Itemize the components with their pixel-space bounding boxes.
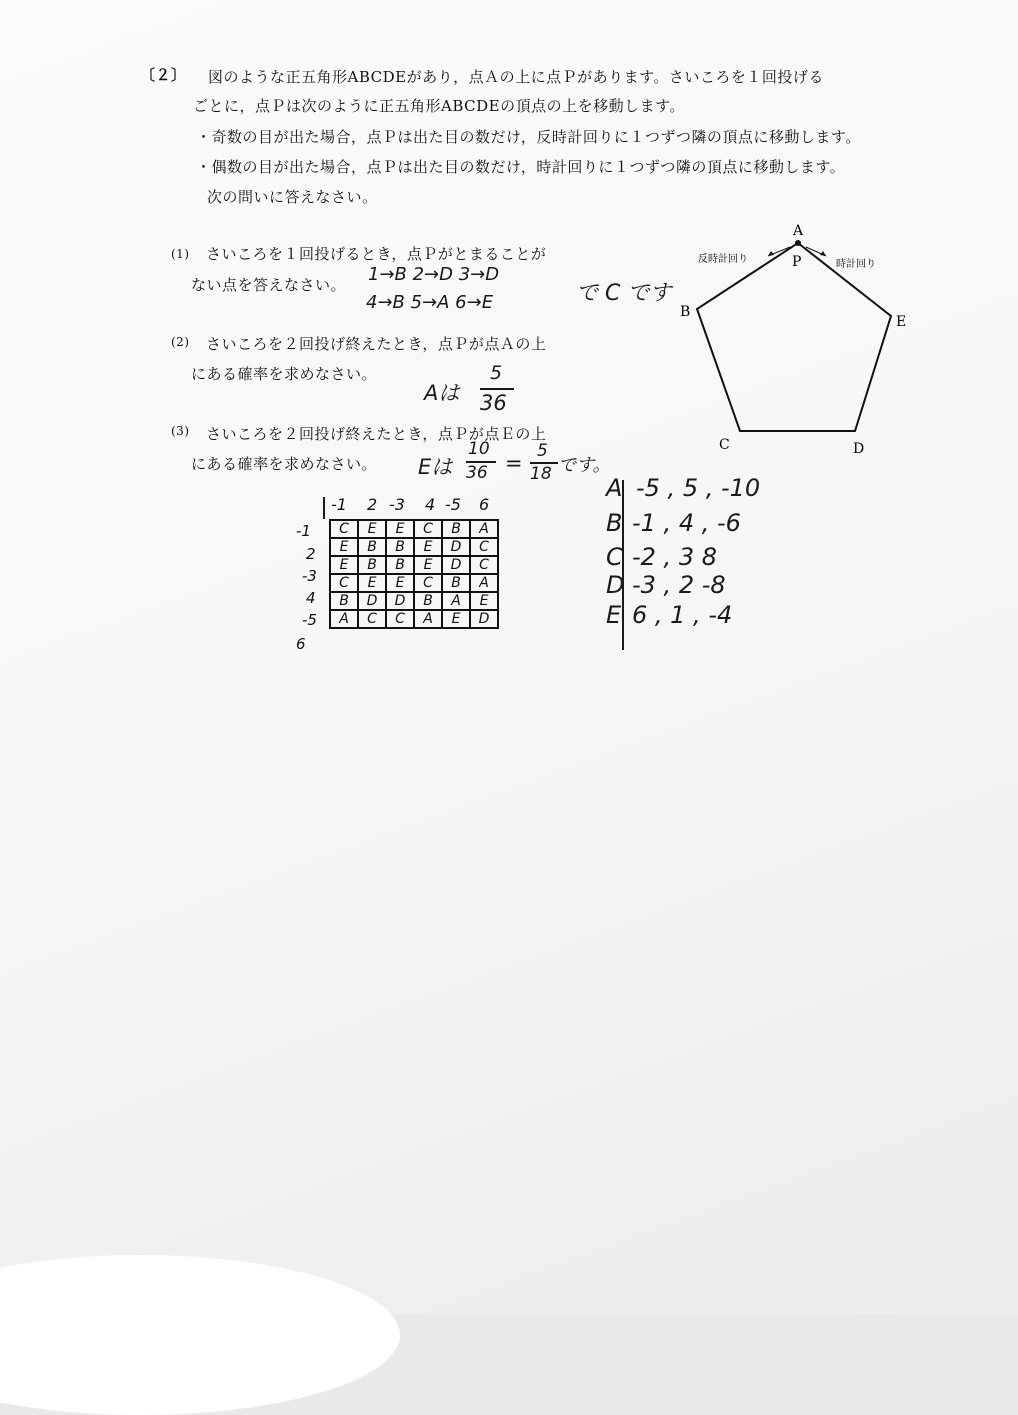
table-cell: B bbox=[442, 574, 470, 592]
hw-q3-suffix: です。 bbox=[558, 455, 611, 476]
table-cell: E bbox=[414, 556, 442, 574]
question-1-line2: ない点を答えなさい。 bbox=[191, 276, 347, 294]
hw-q2-prefix: Aは bbox=[424, 381, 460, 405]
table-cell: C bbox=[330, 574, 358, 592]
table-cell: D bbox=[442, 556, 470, 574]
question-1-number: (1) bbox=[171, 247, 190, 261]
hw-side-c-label: C bbox=[606, 543, 623, 571]
hw-table-col-header: 2 bbox=[367, 495, 378, 514]
table-cell: B bbox=[414, 592, 442, 610]
hw-q1-answer: で C です bbox=[576, 281, 672, 306]
hw-q2-denominator: 36 bbox=[480, 391, 507, 415]
table-cell: C bbox=[470, 556, 498, 574]
table-row bbox=[330, 538, 498, 556]
hw-q2-numerator: 5 bbox=[490, 362, 503, 384]
hw-side-d-values: -3 , 2 -8 bbox=[632, 571, 726, 599]
table-row bbox=[330, 574, 498, 592]
problem-intro-line1: 図のような正五角形ABCDEがあり，点Ａの上に点Ｐがあります。さいころを１回投げる bbox=[208, 68, 824, 86]
table-cell: E bbox=[470, 592, 498, 610]
pentagon-figure bbox=[660, 215, 920, 465]
hw-table-row-header: -5 bbox=[302, 611, 317, 629]
hw-table-col-header: -1 bbox=[331, 495, 347, 514]
cw-label: 時計回り bbox=[836, 259, 876, 270]
table-cell: A bbox=[442, 592, 470, 610]
question-3-number: (3) bbox=[171, 424, 190, 438]
hw-q3-denominator2: 18 bbox=[530, 464, 552, 484]
table-cell: C bbox=[414, 574, 442, 592]
question-3-line2: にある確率を求めなさい。 bbox=[191, 455, 378, 473]
hw-side-c-values: -2 , 3 8 bbox=[632, 543, 717, 571]
vertex-c-label: C bbox=[719, 437, 730, 453]
hw-side-a-label: A bbox=[606, 474, 623, 502]
question-2-line2: にある確率を求めなさい。 bbox=[191, 365, 378, 383]
point-p-marker bbox=[795, 240, 801, 246]
table-cell: D bbox=[386, 592, 414, 610]
question-1-line1: さいころを１回投げるとき，点Ｐがとまることが bbox=[206, 245, 547, 263]
table-cell: D bbox=[358, 592, 386, 610]
hw-table-row-header: 6 bbox=[296, 635, 306, 653]
hw-side-a-values: -5 , 5 , -10 bbox=[636, 474, 761, 502]
hw-q3-equals: = bbox=[505, 451, 523, 475]
hw-table-col-header: -5 bbox=[445, 495, 461, 514]
table-row bbox=[330, 520, 498, 538]
vertex-d-label: D bbox=[853, 441, 865, 457]
hw-q2-fraction-bar bbox=[480, 388, 514, 390]
table-cell: D bbox=[470, 610, 498, 628]
question-2-line1: さいころを２回投げ終えたとき，点Ｐが点Ａの上 bbox=[206, 335, 547, 353]
table-row bbox=[330, 556, 498, 574]
table-cell: C bbox=[358, 610, 386, 628]
hw-side-b-label: B bbox=[606, 509, 623, 537]
table-row bbox=[330, 592, 498, 610]
problem-rule-even: ・偶数の目が出た場合，点Ｐは出た目の数だけ，時計回りに１つずつ隣の頂点に移動します。 bbox=[196, 158, 846, 176]
problem-intro-line2: ごとに，点Ｐは次のように正五角形ABCDEの頂点の上を移動します。 bbox=[193, 97, 685, 115]
table-cell: E bbox=[330, 538, 358, 556]
hw-results-table bbox=[329, 519, 499, 629]
hw-q3-numerator: 10 bbox=[468, 439, 490, 459]
table-cell: E bbox=[358, 574, 386, 592]
hw-table-col-header: 4 bbox=[425, 495, 436, 514]
table-cell: E bbox=[330, 556, 358, 574]
hw-side-d-label: D bbox=[606, 571, 625, 599]
hw-q1-row1: 1→B 2→D 3→D bbox=[368, 264, 500, 285]
problem-number: 〔２〕 bbox=[140, 66, 187, 84]
hw-q3-denominator: 36 bbox=[466, 463, 488, 483]
table-cell: C bbox=[330, 520, 358, 538]
hw-q3-numerator2: 5 bbox=[537, 441, 548, 461]
hw-q1-row2: 4→B 5→A 6→E bbox=[366, 292, 494, 313]
table-cell: C bbox=[386, 610, 414, 628]
hw-side-b-values: -1 , 4 , -6 bbox=[632, 509, 741, 537]
table-cell: B bbox=[358, 556, 386, 574]
hw-table-row-header: -3 bbox=[302, 567, 317, 585]
table-cell: E bbox=[358, 520, 386, 538]
hw-table-row-header: -1 bbox=[296, 522, 311, 540]
vertex-a-label: A bbox=[793, 223, 804, 239]
ccw-label: 反時計回り bbox=[698, 254, 748, 265]
table-cell: E bbox=[442, 610, 470, 628]
hw-side-e-values: 6 , 1 , -4 bbox=[632, 601, 733, 629]
table-cell: B bbox=[330, 592, 358, 610]
hw-q3-prefix: Eは bbox=[418, 455, 453, 479]
point-p-label: P bbox=[792, 254, 802, 270]
table-cell: E bbox=[386, 574, 414, 592]
table-cell: B bbox=[442, 520, 470, 538]
hw-side-e-label: E bbox=[606, 601, 622, 629]
table-cell: A bbox=[470, 574, 498, 592]
table-cell: B bbox=[358, 538, 386, 556]
table-cell: A bbox=[330, 610, 358, 628]
hw-table-col-header: -3 bbox=[389, 495, 405, 514]
table-cell: E bbox=[414, 538, 442, 556]
hw-table-header-tick bbox=[323, 497, 325, 519]
question-2-number: (2) bbox=[171, 335, 190, 349]
hw-table-row-header: 4 bbox=[306, 589, 316, 607]
table-cell: B bbox=[386, 538, 414, 556]
hw-table-row-header: 2 bbox=[306, 545, 316, 563]
vertex-e-label: E bbox=[896, 314, 907, 330]
problem-rule-odd: ・奇数の目が出た場合，点Ｐは出た目の数だけ，反時計回りに１つずつ隣の頂点に移動します。 bbox=[196, 128, 861, 146]
hw-table-col-header: 6 bbox=[479, 495, 490, 514]
table-row bbox=[330, 610, 498, 628]
table-cell: A bbox=[470, 520, 498, 538]
question-3-line1: さいころを２回投げ終えたとき，点Ｐが点Ｅの上 bbox=[206, 425, 547, 443]
table-cell: C bbox=[470, 538, 498, 556]
pentagon-shape bbox=[697, 243, 891, 431]
table-cell: A bbox=[414, 610, 442, 628]
table-cell: C bbox=[414, 520, 442, 538]
paper-shadow bbox=[0, 1255, 400, 1415]
vertex-b-label: B bbox=[680, 304, 691, 320]
table-cell: B bbox=[386, 556, 414, 574]
problem-instruction: 次の問いに答えなさい。 bbox=[207, 188, 378, 206]
table-cell: D bbox=[442, 538, 470, 556]
table-cell: E bbox=[386, 520, 414, 538]
